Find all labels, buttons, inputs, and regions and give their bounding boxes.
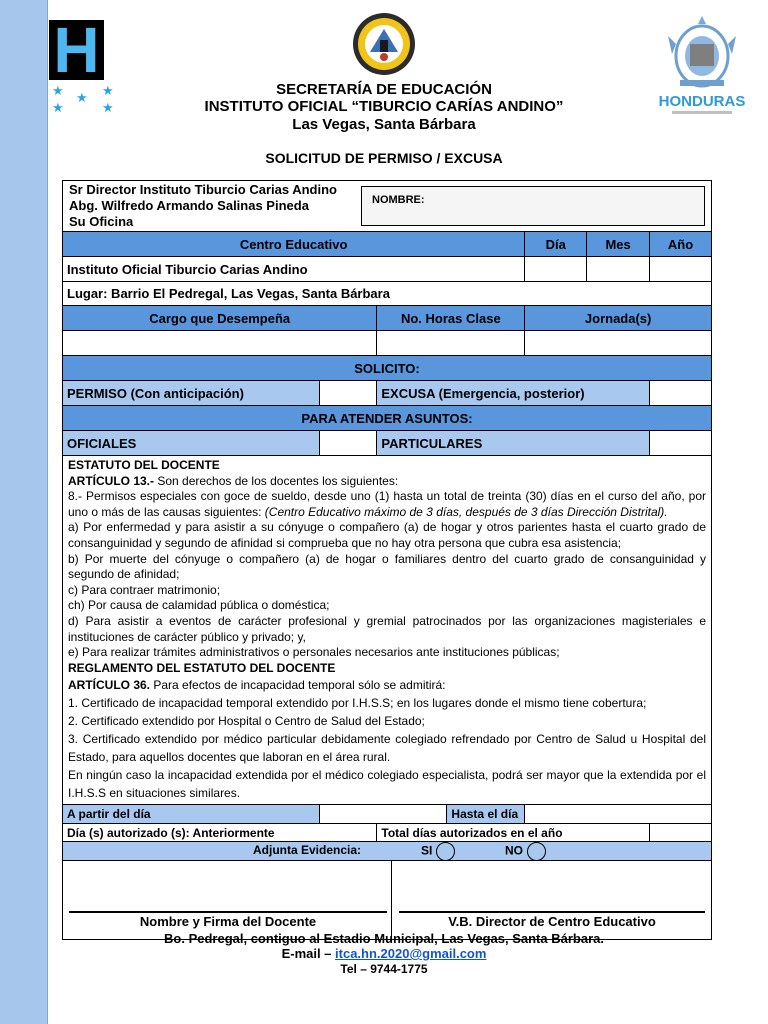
jornada-field[interactable] xyxy=(525,331,712,356)
cert-item-2: 2. Certificado extendido por Hospital o Centro de Salud del Estado; xyxy=(68,714,425,729)
particulares-label: PARTICULARES xyxy=(377,431,650,456)
lugar-value: Lugar: Barrio El Pedregal, Las Vegas, Santa Bárbara xyxy=(63,282,712,306)
cert-note: En ningún caso la incapacidad extendida por el médico colegiado especialista, podrá ser mayor que la extendida por el I.H.S.S en situaciones similares. xyxy=(68,768,706,801)
anio-header: Año xyxy=(650,232,712,257)
articulo13-paragraph xyxy=(68,474,706,490)
item-c: c) Para contraer matrimonio; xyxy=(68,582,221,597)
p8-paragraph xyxy=(68,489,706,520)
honduras-h-logo xyxy=(49,14,104,86)
reglamento-heading: REGLAMENTO DEL ESTATUTO DEL DOCENTE xyxy=(68,660,336,675)
director-signature-line[interactable] xyxy=(399,911,705,913)
cargo-field[interactable] xyxy=(63,331,377,356)
centro-educativo-value: Instituto Oficial Tiburcio Carias Andino xyxy=(63,257,525,282)
articulo36-paragraph xyxy=(68,676,706,694)
no-option[interactable] xyxy=(505,842,546,861)
particulares-checkbox[interactable] xyxy=(650,431,712,456)
item-b: b) Por muerte del cónyuge o compañero (a) de hogar o familiares dentro del cuarto grado de consanguinidad y segundo de afinidad; xyxy=(68,551,706,582)
si-label: SI xyxy=(421,843,433,858)
location-subtitle: Las Vegas, Santa Bárbara xyxy=(292,116,476,133)
firma-docente-label: Nombre y Firma del Docente xyxy=(139,914,317,930)
email-label: E-mail – xyxy=(281,946,336,961)
vb-director-label: V.B. Director de Centro Educativo xyxy=(448,914,656,930)
logo-letter: H xyxy=(53,14,100,86)
permiso-label: PERMISO (Con anticipación) xyxy=(63,381,320,406)
item-a: a) Por enfermedad y para asistir a su cónyuge o compañero (a) de hogar y otros parientes hasta el cuarto grado de consanguinidad y segundo de afinidad si comprueba que no hay otra persona que cubra esa asistencia; xyxy=(68,520,706,550)
institute-title: INSTITUTO OFICIAL “TIBURCIO CARÍAS ANDINO” xyxy=(204,98,564,115)
excusa-checkbox[interactable] xyxy=(650,381,712,406)
footer-tel: Tel – 9744-1775 xyxy=(340,962,428,976)
horas-clase-field[interactable] xyxy=(377,331,525,356)
excusa-label: EXCUSA (Emergencia, posterior) xyxy=(377,381,650,406)
form-title: SOLICITUD DE PERMISO / EXCUSA xyxy=(265,150,503,166)
item-ch: ch) Por causa de calamidad pública o doméstica; xyxy=(68,598,330,613)
adjunta-label: Adjunta Evidencia: xyxy=(253,843,362,858)
dias-autorizados-label: Día (s) autorizado (s): Anteriormente xyxy=(63,824,377,842)
no-radio-icon[interactable] xyxy=(527,842,546,861)
hasta-label: Hasta el día xyxy=(447,805,524,823)
item-e: e) Para realizar trámites administrativos o personales necesarios ante instituciones públicas; xyxy=(68,645,560,660)
si-option[interactable] xyxy=(421,842,455,861)
articulo13-text: Son derechos de los docentes los siguientes: xyxy=(154,473,399,488)
addressee-line3: Su Oficina xyxy=(69,214,134,229)
cargo-header: Cargo que Desempeña xyxy=(63,306,377,331)
adjunta-evidencia-row xyxy=(63,842,712,861)
honduras-logo-text: HONDURAS xyxy=(658,93,746,110)
mes-header: Mes xyxy=(587,232,650,257)
articulo36-heading: ARTÍCULO 36. xyxy=(68,678,151,693)
cert-item-3: 3. Certificado extendido por médico particular debidamente colegiado refrendado por Centro de Salud u Hospital del Estado, para aquellos docentes que laboran en el área rural. xyxy=(68,732,706,765)
addressee-line2: Abg. Wilfredo Armando Salinas Pineda xyxy=(69,198,309,213)
dia-header: Día xyxy=(525,232,587,257)
no-label: NO xyxy=(505,843,523,858)
docente-signature-line[interactable] xyxy=(69,911,387,913)
hasta-field[interactable] xyxy=(525,805,712,824)
footer-email-line xyxy=(0,946,768,961)
institute-seal-icon xyxy=(352,12,416,76)
permission-form xyxy=(62,180,712,940)
p8-text: 8.- Permisos especiales con goce de sueldo, desde uno (1) hasta un total de treinta (30) días en el curso del año, por uno o más de las causas siguientes: xyxy=(68,489,706,519)
secretaria-title: SECRETARÍA DE EDUCACIÓN xyxy=(276,81,492,98)
oficiales-checkbox[interactable] xyxy=(320,431,377,456)
nombre-field[interactable] xyxy=(361,186,705,226)
oficiales-label: OFICIALES xyxy=(63,431,320,456)
p8-italic: (Centro Educativo máximo de 3 días, después de 3 días Dirección Distrital). xyxy=(264,504,668,519)
horas-clase-header: No. Horas Clase xyxy=(377,306,525,331)
signature-section xyxy=(63,861,712,940)
mes-field[interactable] xyxy=(587,257,650,282)
cert-item-1: 1. Certificado de incapacidad temporal extendido por I.H.S.S; en los lugares donde el mismo tiene cobertura; xyxy=(68,696,647,711)
total-dias-label: Total días autorizados en el año xyxy=(377,824,650,842)
a-partir-label: A partir del día xyxy=(63,805,320,824)
total-dias-field[interactable] xyxy=(650,824,712,842)
solicito-header: SOLICITO: xyxy=(63,356,712,381)
legal-text-block xyxy=(63,456,712,805)
anio-field[interactable] xyxy=(650,257,712,282)
addressee-block xyxy=(69,182,337,230)
centro-educativo-header: Centro Educativo xyxy=(63,232,525,257)
asuntos-header: PARA ATENDER ASUNTOS: xyxy=(63,406,712,431)
dia-field[interactable] xyxy=(525,257,587,282)
articulo13-heading: ARTÍCULO 13.- xyxy=(68,473,155,488)
footer-address: Bo. Pedregal, contiguo al Estadio Municipal, Las Vegas, Santa Bárbara. xyxy=(164,931,604,946)
estatuto-heading: ESTATUTO DEL DOCENTE xyxy=(68,458,220,472)
addressee-line1: Sr Director Instituto Tiburcio Carias Andino xyxy=(69,182,337,197)
item-d: d) Para asistir a eventos de carácter profesional y gremial patrocinados por las organizaciones magisteriales e instituciones de carácter público y privado; y, xyxy=(68,613,706,644)
permiso-checkbox[interactable] xyxy=(320,381,377,406)
jornada-header: Jornada(s) xyxy=(525,306,712,331)
a-partir-field[interactable] xyxy=(320,805,447,823)
a-partir-cell xyxy=(320,805,525,824)
articulo36-text: Para efectos de incapacidad temporal sólo se admitirá: xyxy=(150,678,446,693)
nombre-label: NOMBRE: xyxy=(372,194,425,206)
si-radio-icon[interactable] xyxy=(436,842,455,861)
email-link[interactable]: itca.hn.2020@gmail.com xyxy=(335,946,487,961)
